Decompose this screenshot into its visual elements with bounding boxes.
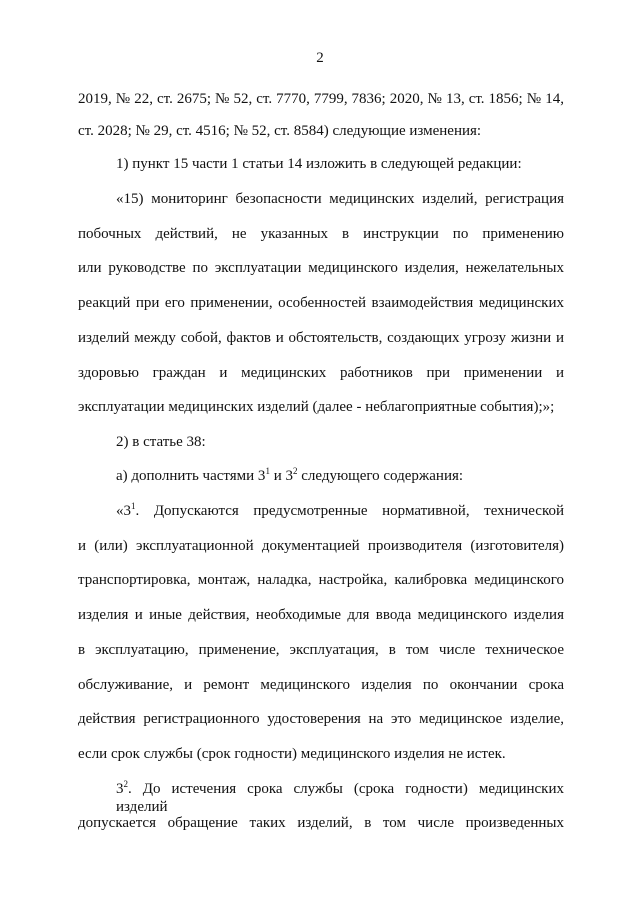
text-line: или руководстве по эксплуатации медицинского изделия, нежелательных: [78, 260, 564, 276]
superscript: 2: [292, 466, 298, 476]
page-number: 2: [316, 50, 324, 66]
text-line: изделий между собой, фактов и обстоятельств, создающих угрозу жизни и: [78, 330, 564, 346]
text-line: 2019, № 22, ст. 2675; № 52, ст. 7770, 7799, 7836; 2020, № 13, ст. 1856; № 14,: [78, 91, 564, 107]
text-fragment: 3: [116, 781, 124, 797]
text-line: допускается обращение таких изделий, в том числе произведенных: [78, 815, 564, 831]
text-line: действия регистрационного удостоверения на это медицинское изделие,: [78, 711, 564, 727]
superscript: 1: [131, 501, 136, 511]
text-line: транспортировка, монтаж, наладка, настройка, калибровка медицинского: [78, 572, 564, 588]
text-line: [116, 502, 564, 520]
text-line: эксплуатации медицинских изделий (далее - неблагоприятные события);»;: [78, 399, 555, 415]
superscript: 2: [123, 779, 128, 789]
text-line: в эксплуатацию, применение, эксплуатация, в том числе техническое: [78, 642, 564, 658]
text-line: изделия и иные действия, необходимые для ввода медицинского изделия: [78, 607, 564, 623]
text-line: обслуживание, и ремонт медицинского изделия по окончании срока: [78, 677, 564, 693]
text-line: здоровью граждан и медицинских работников при применении и: [78, 365, 564, 381]
text-line: реакций при его применении, особенностей взаимодействия медицинских: [78, 295, 564, 311]
text-line: [116, 467, 564, 485]
text-line: побочных действий, не указанных в инструкции по применению: [78, 226, 564, 242]
text-fragment: . До истечения срока службы (срока годности) медицинских изделий: [116, 781, 564, 815]
text-fragment: и 3: [269, 468, 293, 484]
text-line: 1) пункт 15 части 1 статьи 14 изложить в следующей редакции:: [116, 156, 522, 172]
text-line: и (или) эксплуатационной документацией производителя (изготовителя): [78, 538, 564, 554]
text-fragment: следующего содержания:: [297, 468, 464, 484]
text-line: если срок службы (срок годности) медицинского изделия не истек.: [78, 746, 506, 762]
superscript: 1: [265, 466, 270, 476]
text-line: 2) в статье 38:: [116, 434, 206, 450]
text-line: ст. 2028; № 29, ст. 4516; № 52, ст. 8584) следующие изменения:: [78, 123, 482, 139]
text-fragment: «3: [116, 503, 131, 519]
text-fragment: а) дополнить частями 3: [116, 468, 266, 484]
text-fragment: . Допускаются предусмотренные нормативной, технической: [135, 503, 564, 519]
text-line: «15) мониторинг безопасности медицинских изделий, регистрация: [116, 191, 564, 207]
text-line: [116, 780, 564, 816]
